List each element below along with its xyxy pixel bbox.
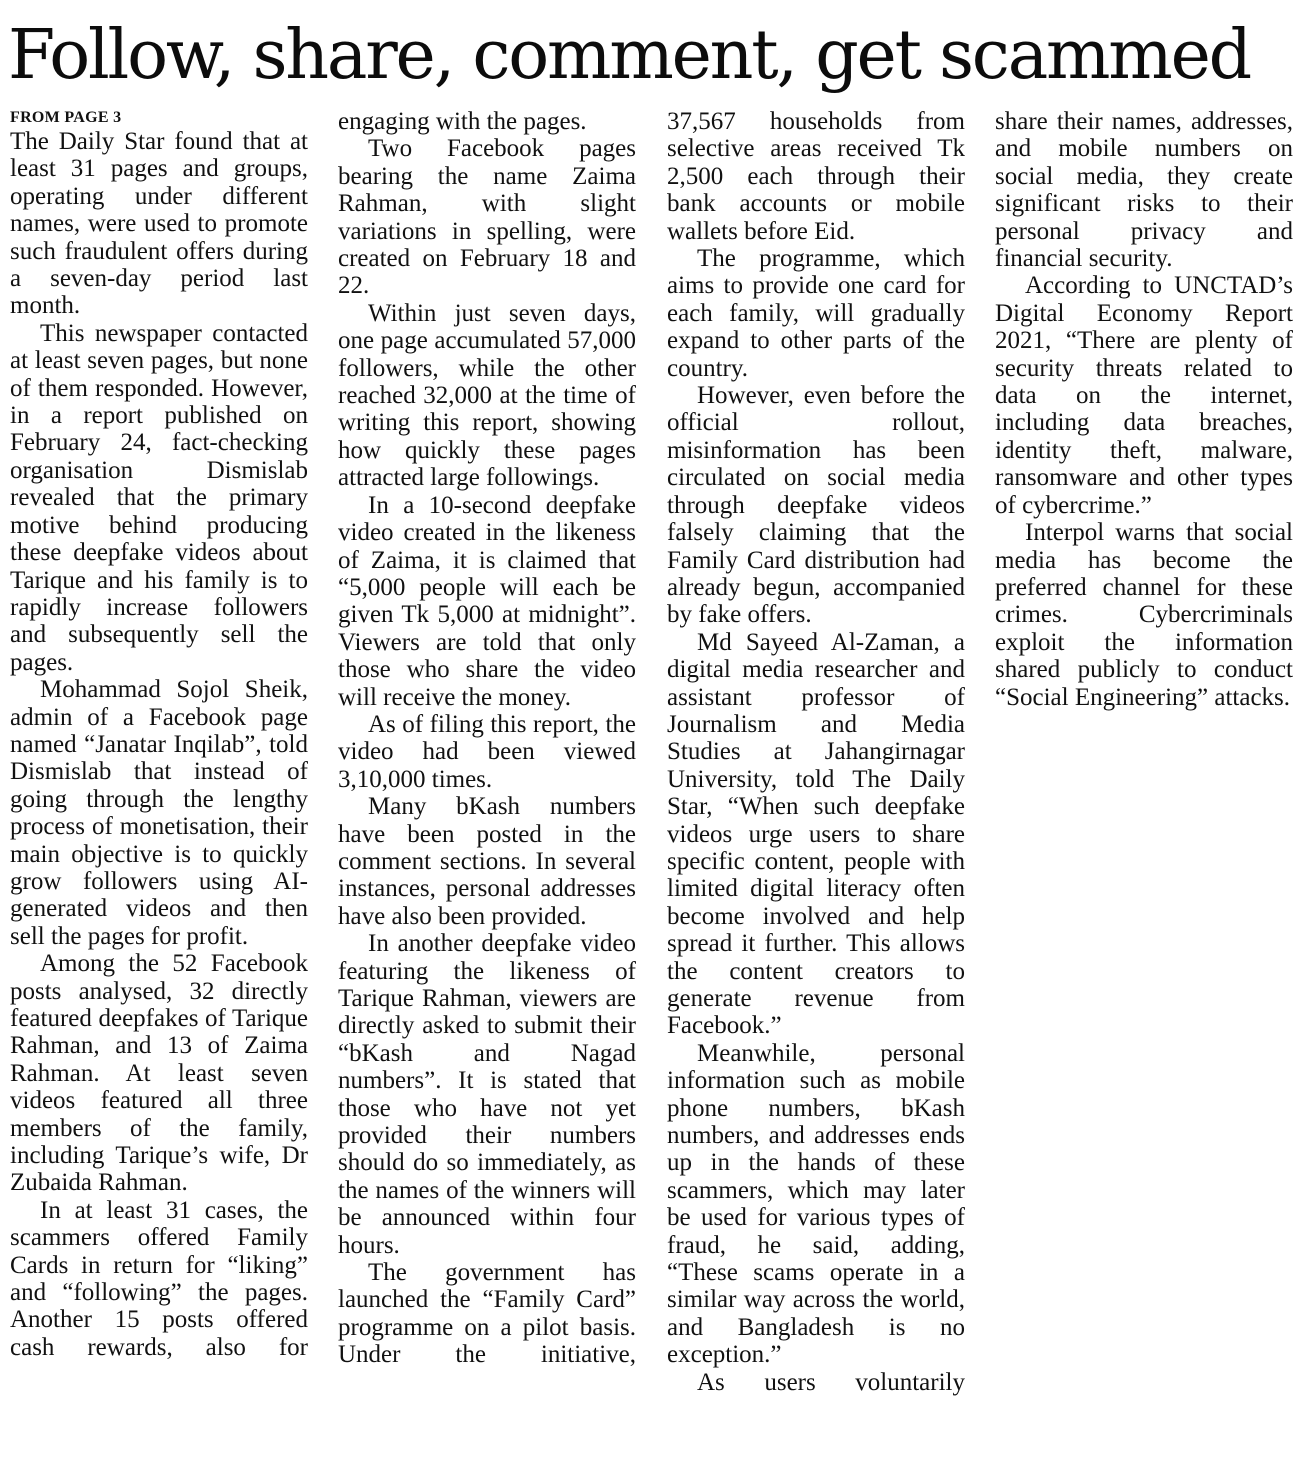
paragraph: This newspaper contacted at least seven pages, but none of them responded. However, in a report published on February 24, fact-checking organisation Dismislab revealed that the primary motive behind producing these deepfake videos about Tarique and his family is to rapidly increase followers and subsequently sell the pages.: [10, 319, 308, 676]
paragraph: In at least 31 cases, the scammers offered Family Cards in return for “liking” and “following” the pages. Another 15 posts offered cash rewards, also for: [10, 1196, 308, 1361]
paragraph: Interpol warns that social media has become the preferred channel for these crimes. Cybercriminals exploit the information shared publicly to conduct “Social Engineering” attacks.: [995, 519, 1293, 711]
article-column-3: [667, 108, 965, 1463]
paragraph: According to UNCTAD’s Digital Economy Report 2021, “There are plenty of security threats related to data on the internet, including data breaches, identity theft, malware, ransomware and other types of cybercrime.”: [995, 272, 1293, 519]
paragraph: Mohammad Sojol Sheik, admin of a Facebook page named “Janatar Inqilab”, told Dismislab that instead of going through the lengthy process of monetisation, their main objective is to quickly grow followers using AI-generated videos and then sell the pages for profit.: [10, 676, 308, 950]
article-body: [10, 108, 1296, 1463]
paragraph: The government has launched the “Family Card” programme on a pilot basis. Under the initiative,: [338, 1259, 636, 1369]
continued-from-kicker: FROM PAGE 3: [10, 109, 122, 126]
paragraph: engaging with the pages.: [338, 108, 587, 135]
paragraph: Meanwhile, personal information such as mobile phone numbers, bKash numbers, and addresses ends up in the hands of these scammers, which may later be used for various types of fraud, he said, adding, “These scams operate in a similar way across the world, and Bangladesh is no exception.”: [667, 1039, 965, 1369]
paragraph: The Daily Star found that at least 31 pages and groups, operating under different names, were used to promote such fraudulent offers during a seven-day period last month.: [10, 128, 308, 320]
paragraph: As users voluntarily: [697, 1368, 965, 1396]
paragraph: Many bKash numbers have been posted in the comment sections. In several instances, personal addresses have also been provided.: [338, 793, 636, 930]
article-column-2: [338, 108, 636, 1463]
paragraph: However, even before the official rollout, misinformation has been circulated on social media through deepfake videos falsely claiming that the Family Card distribution had already begun, accompanied by fake offers.: [667, 382, 965, 629]
paragraph: In a 10-second deepfake video created in the likeness of Zaima, it is claimed that “5,000 people will each be given Tk 5,000 at midnight”. Viewers are told that only those who share the video will receive the money.: [338, 491, 636, 711]
paragraph: The programme, which aims to provide one card for each family, will gradually expand to other parts of the country.: [667, 245, 965, 382]
article-column-4: [995, 108, 1293, 1463]
paragraph: In another deepfake video featuring the likeness of Tarique Rahman, viewers are directly asked to submit their “bKash and Nagad numbers”. It is stated that those who have not yet provided their numbers should do so immediately, as the names of the winners will be announced within four hours.: [338, 930, 636, 1259]
paragraph: share their names, addresses, and mobile numbers on social media, they create significant risks to their personal privacy and financial security.: [995, 108, 1293, 273]
paragraph: Md Sayeed Al-Zaman, a digital media researcher and assistant professor of Journalism and Media Studies at Jahangirnagar University, told The Daily Star, “When such deepfake videos urge users to share specific content, people with limited digital literacy often become involved and help spread it further. This allows the content creators to generate revenue from Facebook.”: [667, 628, 965, 1040]
headline: Follow, share, comment, get scammed: [8, 16, 1250, 95]
paragraph: Two Facebook pages bearing the name Zaima Rahman, with slight variations in spelling, were created on February 18 and 22.: [338, 135, 636, 300]
paragraph: Among the 52 Facebook posts analysed, 32 directly featured deepfakes of Tarique Rahman, and 13 of Zaima Rahman. At least seven videos featured all three members of the family, including Tarique’s wife, Dr Zubaida Rahman.: [10, 950, 308, 1197]
article-column-1: [10, 108, 308, 1463]
paragraph: Within just seven days, one page accumulated 57,000 followers, while the other reached 32,000 at the time of writing this report, showing how quickly these pages attracted large followings.: [338, 299, 636, 492]
paragraph: As of filing this report, the video had been viewed 3,10,000 times.: [338, 710, 636, 793]
paragraph: 37,567 households from selective areas received Tk 2,500 each through their bank accounts or mobile wallets before Eid.: [667, 108, 965, 245]
